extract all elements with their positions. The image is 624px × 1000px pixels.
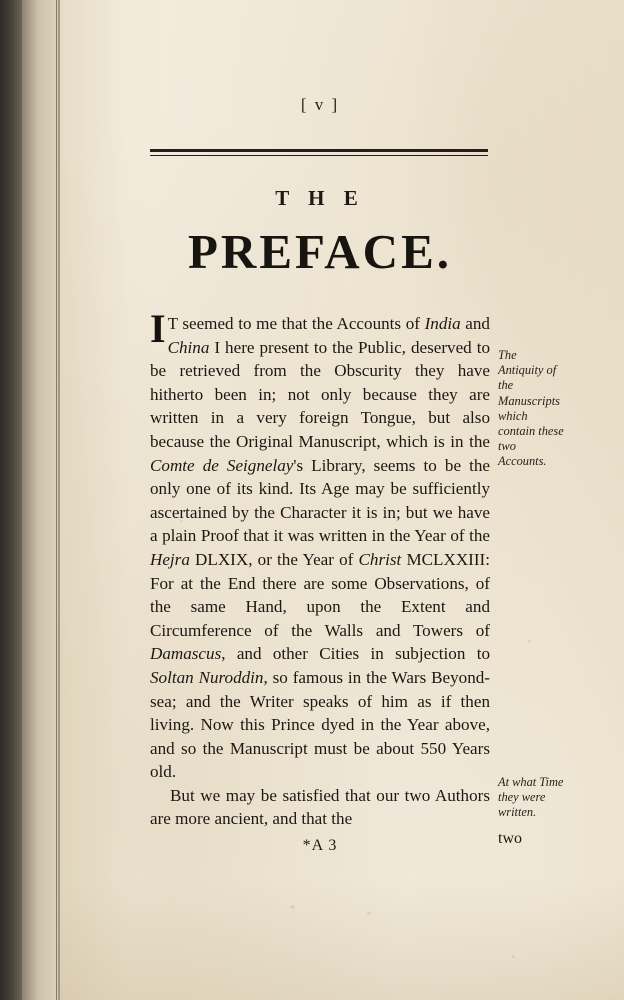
page-number: [ v ] xyxy=(300,95,340,114)
drop-cap: I xyxy=(150,306,166,351)
paragraph-first-text: T seemed to me that the Accounts of India and China I here present to the Public, deserved to be retrieved from the Obscurity they have hitherto been in; not only because they are written in a very foreign Tongue, but also because the Original Manuscript, which is in the Comte de Seignelay's Library, seems to be the only one of its kind. Its Age may be sufficiently ascertained by the Character it is in; but we have a plain Proof that it was written in the Year of the Hejra DLXIX, or the Year of Christ MCLXXIII: For at the End there are some Observations, of the same Hand, upon the Extent and Circumference of the Walls and Towers of Damascus, and other Cities in subjection to Soltan Nuroddin, so famous in the Wars Beyond-sea; and the Writer speaks of him as if then living. Now this Prince dyed in the Year above, and so the Manuscript must be about 550 Years old. xyxy=(150,314,490,782)
paper-speck xyxy=(528,640,531,643)
rule-thin xyxy=(150,155,488,156)
page-leaf xyxy=(60,0,624,1000)
adjacent-page-edge xyxy=(22,0,58,1000)
paragraph-second: But we may be satisfied that our two Authors are more ancient, and that the xyxy=(150,785,490,829)
page-edge-line xyxy=(56,0,57,1000)
heading-the: T H E xyxy=(275,186,365,210)
paragraph-first xyxy=(150,306,490,784)
binding-gutter-shadow xyxy=(0,0,22,1000)
rule-thick xyxy=(150,149,488,152)
paper-aging-gradient xyxy=(60,880,624,1000)
page-title: PREFACE. xyxy=(188,224,452,279)
body-text xyxy=(150,306,490,831)
catchword: two xyxy=(498,830,522,847)
marginal-note-antiquity: The Antiquity of the Manuscripts which contain these two Accounts. xyxy=(498,348,564,469)
marginal-note-time-written: At what Time they were written. xyxy=(498,775,564,820)
signature-mark: *A 3 xyxy=(302,837,338,855)
text-column xyxy=(150,95,490,855)
horizontal-rules xyxy=(150,149,488,156)
